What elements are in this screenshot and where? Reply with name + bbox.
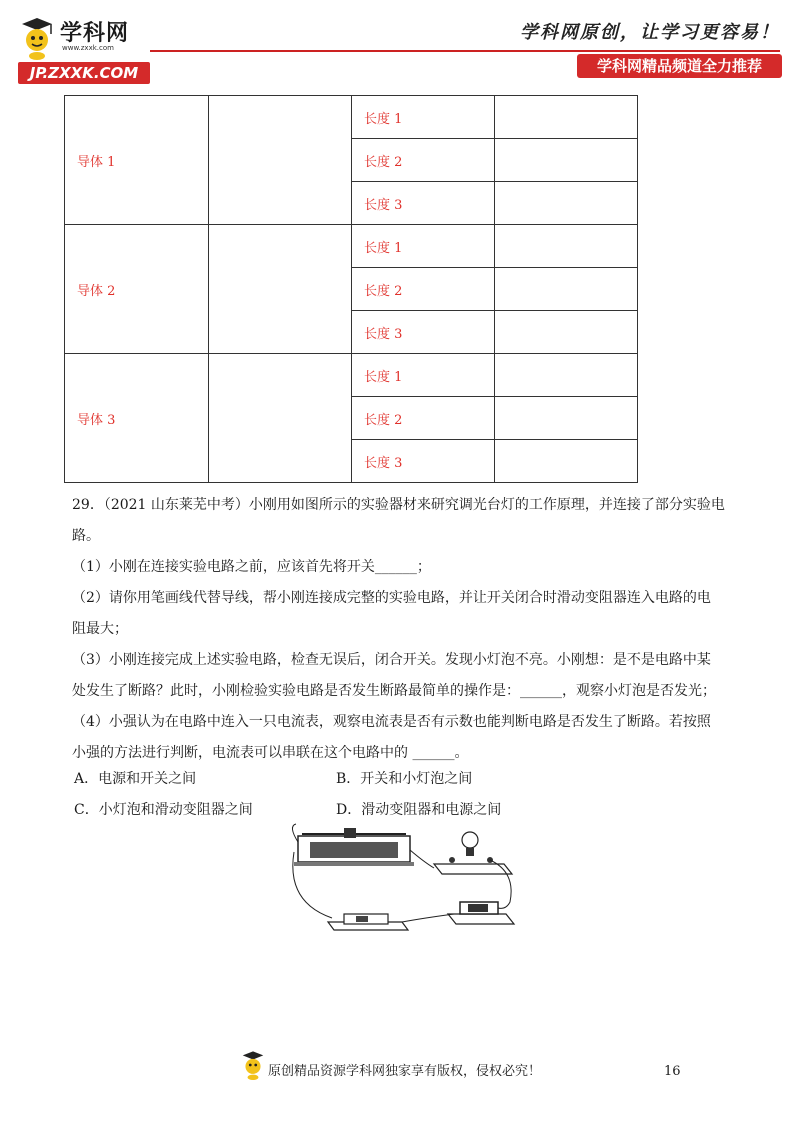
footer (240, 1048, 580, 1088)
option-c[interactable]: C．小灯泡和滑动变阻器之间 (74, 802, 253, 818)
mascot-icon (18, 16, 56, 60)
length-label: 长度 1 (351, 225, 494, 268)
conductor-label: 导体 1 (65, 96, 209, 225)
circuit-figure (284, 822, 524, 942)
length-label: 长度 2 (351, 139, 494, 182)
table-cell (494, 182, 637, 225)
question-text: 29．（2021 山东莱芜中考）小刚用如图所示的实验器材来研究调光台灯的工作原理，并连接了部分实验电 (72, 497, 725, 513)
question-29 (72, 490, 742, 769)
table-row (65, 96, 638, 139)
table-cell (494, 268, 637, 311)
table-cell (494, 139, 637, 182)
channel-banner: 学科网精品频道全力推荐 (577, 54, 782, 78)
site-badge[interactable]: JP.ZXXK.COM (18, 62, 150, 84)
question-part-3: （3）小刚连接完成上述实验电路，检查无误后，闭合开关。发现小灯泡不亮。小刚想：是不是电路中某 (72, 652, 711, 668)
logo-text: 学科网 (60, 21, 130, 46)
length-label: 长度 3 (351, 311, 494, 354)
table-row (65, 225, 638, 268)
battery-icon (328, 914, 408, 930)
option-d[interactable]: D．滑动变阻器和电源之间 (336, 802, 502, 818)
site-logo (18, 10, 158, 82)
table-cell (494, 225, 637, 268)
bulb-icon (434, 832, 512, 874)
table-cell (208, 96, 351, 225)
length-label: 长度 3 (351, 440, 494, 483)
question-part-2: （2）请你用笔画线代替导线，帮小刚连接成完整的实验电路，并让开关闭合时滑动变阻器连入电路的电 (72, 590, 711, 606)
table-cell (494, 440, 637, 483)
table-cell (494, 311, 637, 354)
header-divider (150, 50, 780, 52)
mascot-icon (240, 1048, 266, 1082)
question-part-1: （1）小刚在连接实验电路之前，应该首先将开关______； (72, 559, 431, 575)
table-cell (494, 397, 637, 440)
question-part-3-cont: 处发生了断路？此时，小刚检验实验电路是否发生断路最简单的操作是：______，观察小灯泡是否发光； (72, 683, 716, 699)
table-cell (494, 354, 637, 397)
option-a[interactable]: A．电源和开关之间 (74, 771, 197, 787)
length-label: 长度 2 (351, 397, 494, 440)
logo-url: www.zxxk.com (62, 44, 114, 52)
table-cell (494, 96, 637, 139)
question-part-4-cont: 小强的方法进行判断，电流表可以串联在这个电路中的 ______。 (72, 745, 469, 761)
conductor-label: 导体 2 (65, 225, 209, 354)
conductor-label: 导体 3 (65, 354, 209, 483)
rheostat-icon (294, 828, 414, 866)
length-label: 长度 1 (351, 354, 494, 397)
page-number: 16 (664, 1064, 681, 1079)
length-label: 长度 1 (351, 96, 494, 139)
question-part-2-cont: 阻最大； (72, 621, 128, 637)
option-b[interactable]: B．开关和小灯泡之间 (336, 771, 473, 787)
table-cell (208, 225, 351, 354)
question-part-4: （4）小强认为在电路中连入一只电流表，观察电流表是否有示数也能判断电路是否发生了断路。若按照 (72, 714, 711, 730)
length-label: 长度 3 (351, 182, 494, 225)
question-text: 路。 (72, 528, 100, 544)
table-cell (208, 354, 351, 483)
length-label: 长度 2 (351, 268, 494, 311)
switch-icon (448, 902, 514, 924)
slogan: 学科网原创，让学习更容易！ (520, 22, 780, 43)
conductor-table (64, 95, 638, 483)
table-row (65, 354, 638, 397)
copyright-notice: 原创精品资源学科网独家享有版权，侵权必究！ (268, 1064, 542, 1079)
